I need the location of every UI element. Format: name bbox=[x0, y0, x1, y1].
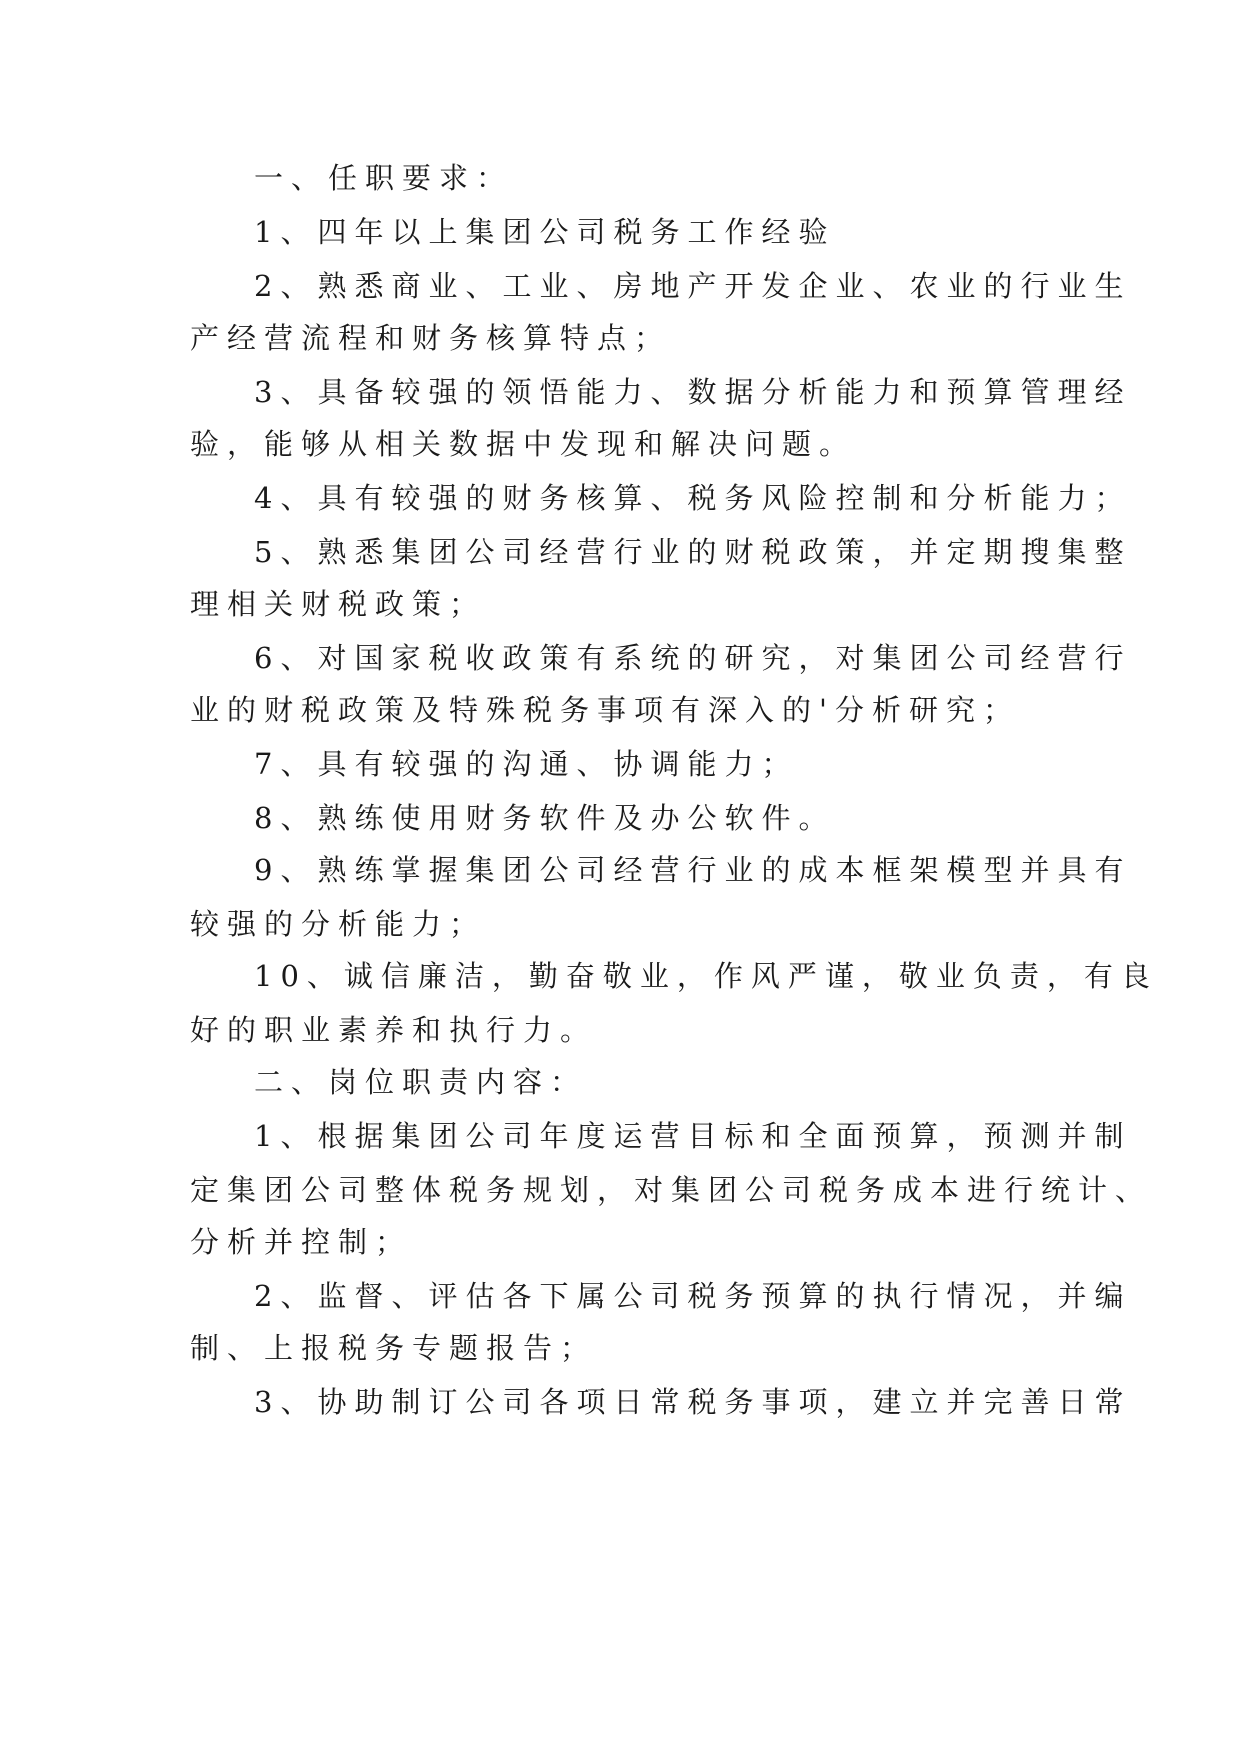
paragraph-line: 制、上报税务专题报告； bbox=[190, 1331, 598, 1365]
paragraph-line: 10、诚信廉洁，勤奋敬业，作风严谨，敬业负责，有良 bbox=[254, 959, 1158, 993]
paragraph-line: 9、熟练掌握集团公司经营行业的成本框架模型并具有 bbox=[254, 853, 1132, 887]
paragraph-line: 定集团公司整体税务规划，对集团公司税务成本进行统计、 bbox=[190, 1173, 1153, 1207]
paragraph-line: 分析并控制； bbox=[190, 1225, 413, 1259]
paragraph-line: 好的职业素养和执行力。 bbox=[190, 1013, 598, 1047]
paragraph-line: 产经营流程和财务核算特点； bbox=[190, 321, 672, 355]
paragraph-line: 1、根据集团公司年度运营目标和全面预算，预测并制 bbox=[254, 1119, 1132, 1153]
paragraph-line: 理相关财税政策； bbox=[190, 587, 487, 621]
paragraph-line: 4、具有较强的财务核算、税务风险控制和分析能力； bbox=[254, 481, 1132, 515]
paragraph-line: 1、四年以上集团公司税务工作经验 bbox=[254, 215, 836, 249]
paragraph-line: 5、熟悉集团公司经营行业的财税政策，并定期搜集整 bbox=[254, 535, 1132, 569]
paragraph-line: 2、监督、评估各下属公司税务预算的执行情况，并编 bbox=[254, 1279, 1132, 1313]
paragraph-line: 业的财税政策及特殊税务事项有深入的'分析研究； bbox=[190, 693, 1020, 727]
paragraph-line: 较强的分析能力； bbox=[190, 907, 487, 941]
paragraph-line: 3、具备较强的领悟能力、数据分析能力和预算管理经 bbox=[254, 375, 1132, 409]
section-heading-requirements: 一、任职要求： bbox=[254, 161, 514, 195]
paragraph-line: 6、对国家税收政策有系统的研究，对集团公司经营行 bbox=[254, 641, 1132, 675]
paragraph-line: 8、熟练使用财务软件及办公软件。 bbox=[254, 801, 836, 835]
paragraph-line: 3、协助制订公司各项日常税务事项，建立并完善日常 bbox=[254, 1385, 1132, 1419]
section-heading-duties: 二、岗位职责内容： bbox=[254, 1065, 588, 1099]
paragraph-line: 2、熟悉商业、工业、房地产开发企业、农业的行业生 bbox=[254, 269, 1132, 303]
paragraph-line: 验，能够从相关数据中发现和解决问题。 bbox=[190, 427, 857, 461]
paragraph-line: 7、具有较强的沟通、协调能力； bbox=[254, 747, 799, 781]
